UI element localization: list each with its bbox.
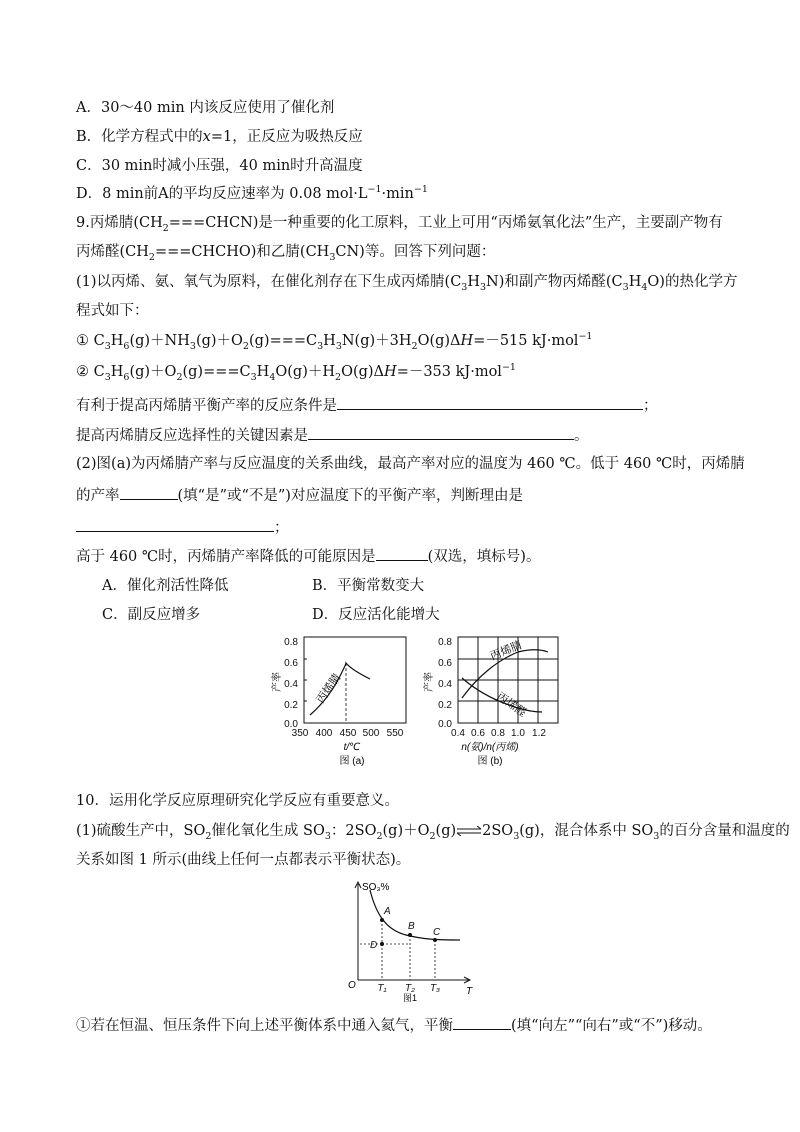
- fig-b-label-bottom: 丙烯醛: [494, 690, 529, 720]
- fig1-caption: 图1: [402, 993, 418, 1002]
- equilibrium-arrow-icon: [456, 826, 482, 836]
- fig-a-ytick: 0.4: [284, 679, 298, 690]
- q10-question-1: ①若在恒温、恒压条件下向上述平衡体系中通入氦气，平衡 (填“向左”“向右”或“不”)移动。: [76, 1014, 712, 1036]
- q9-intro-line2: 丙烯醛$(CH_2===CHCHO)$和乙腈$(CH_3CN)$等。回答下列问题：: [76, 244, 496, 263]
- fig-a-ytick: 0.8: [284, 637, 298, 648]
- fig1-origin: O: [348, 980, 356, 991]
- q8-option-a: A．30～40 min 内该反应使用了催化剂: [76, 100, 335, 116]
- q9-equation-1: ① $C_3H_6(g)+NH_3(g)+O_2(g)===C_3H_3N(g)+3H_2O(g)\Delta H=-515$ kJ·mol$^{-1}$: [76, 331, 593, 352]
- answer-blank-selectivity[interactable]: [308, 424, 574, 440]
- q9-intro-line1: 9.丙烯腈$(CH_2===CHCN)$是一种重要的化工原料，工业上可用“丙烯氨氧化法”生产，主要副产物有: [76, 215, 723, 234]
- q9-part2-line1: (2)图(a)为丙烯腈产率与反应温度的关系曲线，最高产率对应的温度为 460 ℃。低于 460 ℃时，丙烯腈: [76, 456, 745, 472]
- fig1-xtick: T₁: [377, 983, 387, 994]
- answer-blank-condition[interactable]: [337, 394, 643, 410]
- fig-a-ylabel: 产率: [272, 672, 283, 692]
- fig-a-curve: [310, 663, 370, 715]
- figure-1: [342, 878, 482, 1002]
- q9-part2-line4: 高于 460 ℃时，丙烯腈产率降低的可能原因是 (双选，填标号)。: [76, 545, 540, 567]
- fig-b-xtick: 0.6: [471, 728, 485, 739]
- q9-part1-line2: 程式如下：: [76, 303, 149, 319]
- fig1-point-b: [408, 933, 412, 937]
- fig1-xtick: T₃: [429, 983, 441, 994]
- fig-b-ytick: 0.4: [438, 679, 452, 690]
- fig-a-ytick: 0.2: [284, 700, 298, 711]
- q9-equation-2: ② $C_3H_6(g)+O_2(g)===C_3H_4O(g)+H_2O(g)\Delta H=-353$ kJ·mol$^{-1}$: [76, 362, 516, 383]
- fig-a-xtick: 350: [291, 728, 309, 739]
- q8-option-d: D．8 min前A的平均反应速率为 0.08 $mol\cdot L^{-1}\cdot\min^{-1}$: [76, 184, 428, 202]
- q10-part1-line2: 关系如图 1 所示(曲线上任何一点都表示平衡状态)。: [76, 852, 411, 868]
- fig1-point-a: [380, 918, 384, 922]
- figure-a: [270, 632, 440, 774]
- fig1-point-d: [380, 942, 384, 946]
- q9-selectivity-question: 提高丙烯腈反应选择性的关键因素是 。: [76, 424, 589, 446]
- fig-b-xtick: 1.0: [511, 728, 525, 739]
- fig-b-xtick: 0.8: [491, 728, 505, 739]
- q8-option-b: B．化学方程式中的x=1，正反应为吸热反应: [76, 129, 363, 145]
- fig-a-curve-label: 丙烯腈: [314, 671, 344, 706]
- fig1-label-a: A: [384, 906, 391, 917]
- fig-a-xlabel: t/℃: [343, 742, 361, 753]
- fig-a-caption: 图 (a): [339, 756, 365, 767]
- answer-blank-reason[interactable]: [76, 516, 274, 532]
- answer-blank-shift[interactable]: [453, 1014, 511, 1030]
- fig1-point-c: [433, 938, 437, 942]
- q9-option-b: B．平衡常数变大: [312, 578, 425, 594]
- q9-part1-line1: (1)以丙烯、氨、氧气为原料，在催化剂存在下生成丙烯腈$(C_3H_3N)$和副产物丙烯醛$(C_3H_4O)$的热化学方: [76, 274, 738, 293]
- fig1-ylabel: SO₃%: [362, 882, 390, 893]
- q10-title: 10．运用化学反应原理研究化学反应有重要意义。: [76, 793, 399, 809]
- answer-blank-is-equilibrium[interactable]: [120, 484, 178, 500]
- fig-b-ytick: 0.6: [438, 658, 452, 669]
- fig-b-ytick: 0.8: [438, 637, 452, 648]
- fig-b-ytick: 0.0: [438, 719, 452, 730]
- fig-b-xlabel: n(氨)/n(丙烯): [461, 742, 519, 753]
- fig-b-xtick: 0.4: [451, 728, 465, 739]
- q9-part2-line2: 的产率 (填“是”或“不是”)对应温度下的平衡产率，判断理由是: [76, 484, 523, 506]
- fig-a-xtick: 500: [362, 728, 380, 739]
- fig-b-ylabel: 产率: [424, 672, 435, 692]
- fig-b-ytick: 0.2: [438, 700, 452, 711]
- fig-a-ytick: 0.6: [284, 658, 298, 669]
- fig-a-xtick: 450: [339, 728, 357, 739]
- fig-b-label-top: 丙烯腈: [488, 639, 524, 663]
- fig-a-ytick: 0.0: [284, 719, 298, 730]
- fig-a-xtick: 550: [386, 728, 404, 739]
- fig-b-xtick: 1.2: [532, 728, 546, 739]
- q8-option-c: C．30 min时减小压强，40 min时升高温度: [76, 158, 363, 174]
- fig1-xtick: T₂: [405, 983, 415, 994]
- fig1-label-d: D: [370, 940, 378, 951]
- fig1-label-b: B: [408, 921, 415, 932]
- answer-blank-reasons[interactable]: [376, 545, 428, 561]
- figure-b: [418, 632, 578, 774]
- q9-option-a: A．催化剂活性降低: [102, 578, 229, 594]
- q9-part2-line3: ；: [76, 516, 289, 538]
- q9-condition-question: 有利于提高丙烯腈平衡产率的反应条件是 ；: [76, 394, 658, 416]
- fig1-label-c: C: [433, 927, 441, 938]
- fig-b-caption: 图 (b): [477, 756, 503, 767]
- q9-option-d: D．反应活化能增大: [312, 607, 440, 623]
- q10-part1-line1: (1)硫酸生产中，$SO_2$催化氧化生成 $SO_3$：$2SO_2(g)+O_2(g)$ $2SO_3(g)$，混合体系中 $SO_3$的百分含量和温度的: [76, 823, 790, 842]
- q9-option-c: C．副反应增多: [102, 607, 201, 623]
- fig-a-xtick: 400: [315, 728, 333, 739]
- fig1-xlabel: T: [466, 986, 473, 997]
